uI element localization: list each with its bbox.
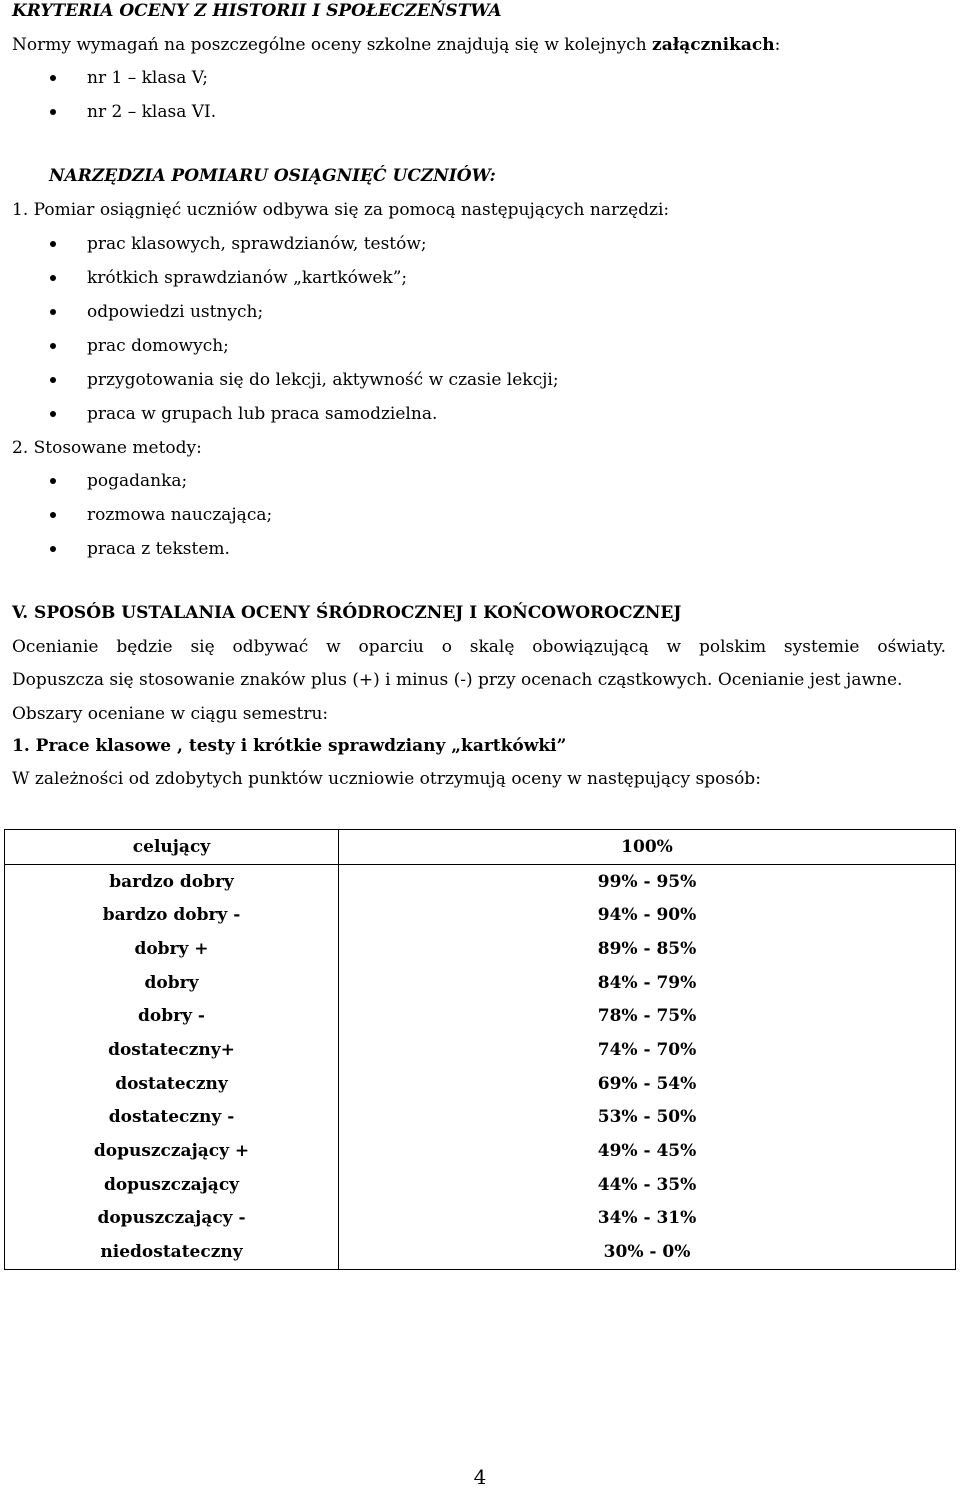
grading-heading: V. SPOSÓB USTALANIA OCENY ŚRÓDROCZNEJ I KOŃCOWOROCZNEJ (12, 603, 682, 623)
bullet-icon (50, 546, 56, 552)
range-cell: 30% - 0% (339, 1235, 956, 1269)
table-row (5, 1067, 956, 1101)
grade-cell: dostateczny - (5, 1101, 339, 1135)
bullet-icon (50, 75, 56, 81)
range-cell: 34% - 31% (339, 1202, 956, 1236)
range-cell: 89% - 85% (339, 932, 956, 966)
grade-cell: bardzo dobry (5, 864, 339, 898)
range-cell: 78% - 75% (339, 999, 956, 1033)
tool-label: prac klasowych, sprawdzianów, testów; (87, 234, 427, 254)
method-label: rozmowa nauczająca; (87, 505, 273, 525)
grade-cell: dopuszczający - (5, 1202, 339, 1236)
range-cell: 100% (339, 830, 956, 865)
bullet-icon (50, 109, 56, 115)
attachment-label: nr 1 – klasa V; (87, 68, 209, 88)
subsection-heading: 1. Prace klasowe , testy i krótkie sprawdziany „kartkówki” (12, 736, 567, 756)
table-row (5, 1168, 956, 1202)
tools-point-1: 1. Pomiar osiągnięć uczniów odbywa się za pomocą następujących narzędzi: (12, 200, 670, 220)
grade-cell: bardzo dobry - (5, 898, 339, 932)
range-cell: 99% - 95% (339, 864, 956, 898)
bullet-icon (50, 411, 56, 417)
table-row (5, 830, 956, 865)
grading-paragraph-line-2: Dopuszcza się stosowanie znaków plus (+) i minus (-) przy ocenach cząstkowych. Ocenianie jest jawne. (12, 670, 903, 690)
range-cell: 53% - 50% (339, 1101, 956, 1135)
page-number: 4 (473, 1465, 487, 1489)
grade-cell: dobry - (5, 999, 339, 1033)
bullet-icon (50, 309, 56, 315)
tool-label: prac domowych; (87, 336, 229, 356)
points-intro: W zależności od zdobytych punktów uczniowie otrzymują oceny w następujący sposób: (12, 769, 761, 789)
bullet-icon (50, 275, 56, 281)
bullet-icon (50, 241, 56, 247)
grade-cell: celujący (5, 830, 339, 865)
attachment-label: nr 2 – klasa VI. (87, 102, 217, 122)
table-row (5, 1033, 956, 1067)
table-row (5, 1134, 956, 1168)
grade-cell: niedostateczny (5, 1235, 339, 1269)
range-cell: 69% - 54% (339, 1067, 956, 1101)
grade-cell: dopuszczający + (5, 1134, 339, 1168)
intro-bold: załącznikach (652, 35, 775, 55)
tools-heading: NARZĘDZIA POMIARU OSIĄGNIĘĆ UCZNIÓW: (49, 166, 496, 186)
table-row (5, 999, 956, 1033)
bullet-icon (50, 377, 56, 383)
tools-point-2: 2. Stosowane metody: (12, 438, 202, 458)
table-row (5, 1202, 956, 1236)
table-row (5, 932, 956, 966)
grade-cell: dostateczny (5, 1067, 339, 1101)
grade-cell: dobry (5, 966, 339, 1000)
grade-cell: dostateczny+ (5, 1033, 339, 1067)
tool-label: krótkich sprawdzianów „kartkówek”; (87, 268, 408, 288)
table-row (5, 1235, 956, 1269)
grade-cell: dobry + (5, 932, 339, 966)
bullet-icon (50, 343, 56, 349)
range-cell: 44% - 35% (339, 1168, 956, 1202)
table-row (5, 898, 956, 932)
grading-paragraph-line-1: Ocenianie będzie się odbywać w oparciu o skalę obowiązującą w polskim systemie oświaty. (12, 637, 946, 657)
grade-cell: dopuszczający (5, 1168, 339, 1202)
grade-table (4, 829, 956, 1270)
range-cell: 84% - 79% (339, 966, 956, 1000)
tool-label: odpowiedzi ustnych; (87, 302, 264, 322)
range-cell: 49% - 45% (339, 1134, 956, 1168)
tool-label: praca w grupach lub praca samodzielna. (87, 404, 438, 424)
range-cell: 74% - 70% (339, 1033, 956, 1067)
bullet-icon (50, 478, 56, 484)
method-label: praca z tekstem. (87, 539, 230, 559)
method-label: pogadanka; (87, 471, 188, 491)
intro-suffix: : (774, 35, 781, 55)
document-title: KRYTERIA OCENY Z HISTORII I SPOŁECZEŃSTWA (12, 1, 502, 21)
tool-label: przygotowania się do lekcji, aktywność w czasie lekcji; (87, 370, 559, 390)
bullet-icon (50, 512, 56, 518)
table-row (5, 864, 956, 898)
intro-text (12, 35, 780, 55)
range-cell: 94% - 90% (339, 898, 956, 932)
table-row (5, 1101, 956, 1135)
table-row (5, 966, 956, 1000)
intro-prefix: Normy wymagań na poszczególne oceny szkolne znajdują się w kolejnych (12, 35, 653, 55)
assessed-areas: Obszary oceniane w ciągu semestru: (12, 704, 329, 724)
